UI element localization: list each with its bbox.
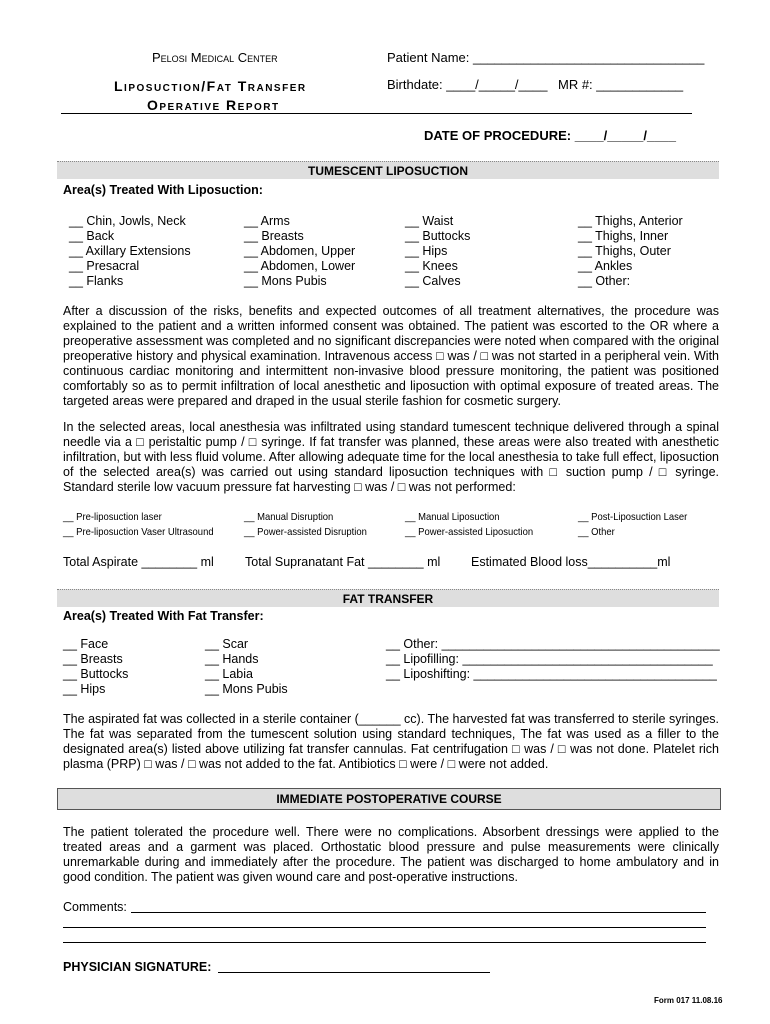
lipo-area-option[interactable]: __ Presacral	[69, 259, 140, 273]
technique-option[interactable]: __ Power-assisted Disruption	[244, 526, 367, 538]
lipo-area-option[interactable]: __ Chin, Jowls, Neck	[69, 214, 186, 228]
header-divider	[61, 113, 692, 114]
fat-areas-col1	[63, 637, 128, 697]
lipo-area-option[interactable]: __ Abdomen, Lower	[244, 259, 356, 273]
physician-signature-line[interactable]	[218, 972, 490, 973]
technique-option[interactable]: __ Manual Disruption	[244, 511, 334, 523]
fat-area-option[interactable]: __ Hips	[63, 682, 106, 696]
comments-line-3[interactable]	[63, 942, 706, 943]
technique-col3	[405, 510, 533, 540]
birthdate-field[interactable]: Birthdate: ____/_____/____	[387, 77, 548, 92]
fat-area-option[interactable]: __ Mons Pubis	[205, 682, 288, 696]
lipo-area-option[interactable]: __ Calves	[405, 274, 461, 288]
fat-areas-col2	[205, 637, 288, 697]
technique-option[interactable]: __ Power-assisted Liposuction	[405, 526, 534, 538]
tumescent-heading-bar	[57, 161, 719, 179]
technique-option[interactable]: __ Manual Liposuction	[405, 511, 500, 523]
lipo-area-option[interactable]: __ Buttocks	[405, 229, 471, 243]
center-name: Pelosi Medical Center	[152, 50, 278, 65]
lipo-area-option[interactable]: __ Mons Pubis	[244, 274, 327, 288]
lipo-area-option[interactable]: __ Thighs, Inner	[578, 229, 669, 243]
technique-col2	[244, 510, 367, 540]
tumescent-heading: TUMESCENT LIPOSUCTION	[307, 164, 468, 178]
mr-number-field[interactable]: MR #: ____________	[558, 77, 684, 92]
lipo-areas-col3	[405, 214, 470, 289]
postop-heading: IMMEDIATE POSTOPERATIVE COURSE	[276, 792, 502, 806]
blood-loss-field[interactable]: Estimated Blood loss__________ml	[471, 555, 671, 569]
total-aspirate-field[interactable]: Total Aspirate ________ ml	[63, 555, 214, 569]
lipo-area-option[interactable]: __ Arms	[244, 214, 290, 228]
total-supranatant-field[interactable]: Total Supranatant Fat ________ ml	[245, 555, 441, 569]
fat-area-option[interactable]: __ Hands	[205, 652, 259, 666]
comments-line-1[interactable]	[131, 912, 706, 913]
lipo-area-option[interactable]: __ Flanks	[69, 274, 124, 288]
fat-transfer-paragraph: The aspirated fat was collected in a sterile container (______ cc). The harvested fat was transferred to sterile syringes. The fat was separated from the tumescent solution using standard techniques, The fat was used as a filler to the designated area(s) listed above utilizing fat transfer cannulas. Fat centrifugation □ was / □ was not done. Platelet rich plasma (PRP) □ was / □ was not added to the fat. Antibiotics □ were / □ were not added.	[63, 712, 719, 771]
comments-line-2[interactable]	[63, 927, 706, 928]
lipo-area-option[interactable]: __ Breasts	[244, 229, 304, 243]
fat-area-option[interactable]: __ Face	[63, 637, 109, 651]
postop-heading-bar	[57, 788, 721, 810]
lipo-area-option[interactable]: __ Axillary Extensions	[69, 244, 191, 258]
report-title-line1: Liposuction/Fat Transfer	[114, 78, 307, 94]
patient-name-field[interactable]: Patient Name: ________________________________	[387, 50, 705, 65]
technique-option[interactable]: __ Post-Liposuction Laser	[578, 511, 688, 523]
lipo-area-option[interactable]: __ Ankles	[578, 259, 633, 273]
lipo-areas-col1	[69, 214, 191, 289]
procedure-paragraph-2: In the selected areas, local anesthesia was infiltrated using standard tumescent technique delivered through a spinal needle via a □ peristaltic pump / □ syringe. If fat transfer was planned, these areas were also treated with anesthetic infiltration, but with less fluid volume. After allowing adequate time for the local anesthesia to take full effect, liposuction of the selected area(s) was carried out using standard liposuction techniques with □ suction pump / □ syringe. Standard sterile low vacuum pressure fat harvesting □ was / □ was not performed:	[63, 420, 719, 494]
lipo-area-option[interactable]: __ Knees	[405, 259, 458, 273]
technique-option[interactable]: __ Pre-liposuction Vaser Ultrasound	[63, 526, 214, 538]
fat-areas-col3	[386, 637, 720, 682]
form-id: Form 017 11.08.16	[654, 996, 723, 1005]
technique-option[interactable]: __ Pre-liposuction laser	[63, 511, 162, 523]
fat-area-option[interactable]: __ Scar	[205, 637, 249, 651]
physician-signature-label: PHYSICIAN SIGNATURE:	[63, 960, 212, 974]
technique-col1	[63, 510, 214, 540]
fat-transfer-heading-bar	[57, 589, 719, 607]
lipo-areas-label: Area(s) Treated With Liposuction:	[63, 183, 263, 197]
lipo-area-option[interactable]: __ Thighs, Outer	[578, 244, 671, 258]
fat-area-option[interactable]: __ Other: ________________________________________	[386, 637, 720, 651]
lipo-area-option[interactable]: __ Thighs, Anterior	[578, 214, 683, 228]
technique-col4	[578, 510, 687, 540]
date-of-procedure-field[interactable]: DATE OF PROCEDURE: ____/_____/____	[424, 128, 676, 143]
lipo-area-option[interactable]: __ Waist	[405, 214, 454, 228]
lipo-areas-col2	[244, 214, 355, 289]
fat-areas-label: Area(s) Treated With Fat Transfer:	[63, 609, 264, 623]
lipo-area-option[interactable]: __ Other:	[578, 274, 631, 288]
fat-area-option[interactable]: __ Labia	[205, 667, 253, 681]
fat-area-option[interactable]: __ Breasts	[63, 652, 123, 666]
postop-paragraph: The patient tolerated the procedure well. There were no complications. Absorbent dressings were applied to the treated areas and a garment was placed. Orthostatic blood pressure and pulse measurements were clinically unremarkable during and immediately after the procedure. The patient was discharged to home ambulatory and in good condition. The patient was given wound care and post-operative instructions.	[63, 825, 719, 884]
lipo-area-option[interactable]: __ Abdomen, Upper	[244, 244, 356, 258]
report-title-line2: Operative Report	[147, 97, 280, 113]
procedure-paragraph-1: After a discussion of the risks, benefits and expected outcomes of all treatment alternatives, the procedure was explained to the patient and a written informed consent was obtained. The patient was escorted to the OR where a preoperative assessment was completed and no significant discrepancies were noted when compared with the original preoperative history and physical examination. Intravenous access □ was / □ was not started in a peripheral vein. With continuous cardiac monitoring and intermittent non-invasive blood pressure monitoring, the patient was positioned comfortably so as to permit infiltration of local anesthetic and liposuction with optimal exposure of treated areas. The targeted areas were prepared and draped in the usual sterile fashion for cosmetic surgery.	[63, 304, 719, 408]
lipo-area-option[interactable]: __ Back	[69, 229, 115, 243]
lipo-areas-col4	[578, 214, 683, 289]
technique-option[interactable]: __ Other	[578, 526, 615, 538]
fat-transfer-heading: FAT TRANSFER	[342, 592, 434, 606]
lipo-area-option[interactable]: __ Hips	[405, 244, 448, 258]
comments-label: Comments:	[63, 900, 127, 914]
fat-area-option[interactable]: __ Liposhifting: ___________________________________	[386, 667, 717, 681]
fat-area-option[interactable]: __ Lipofilling: ____________________________________	[386, 652, 713, 666]
fat-area-option[interactable]: __ Buttocks	[63, 667, 129, 681]
